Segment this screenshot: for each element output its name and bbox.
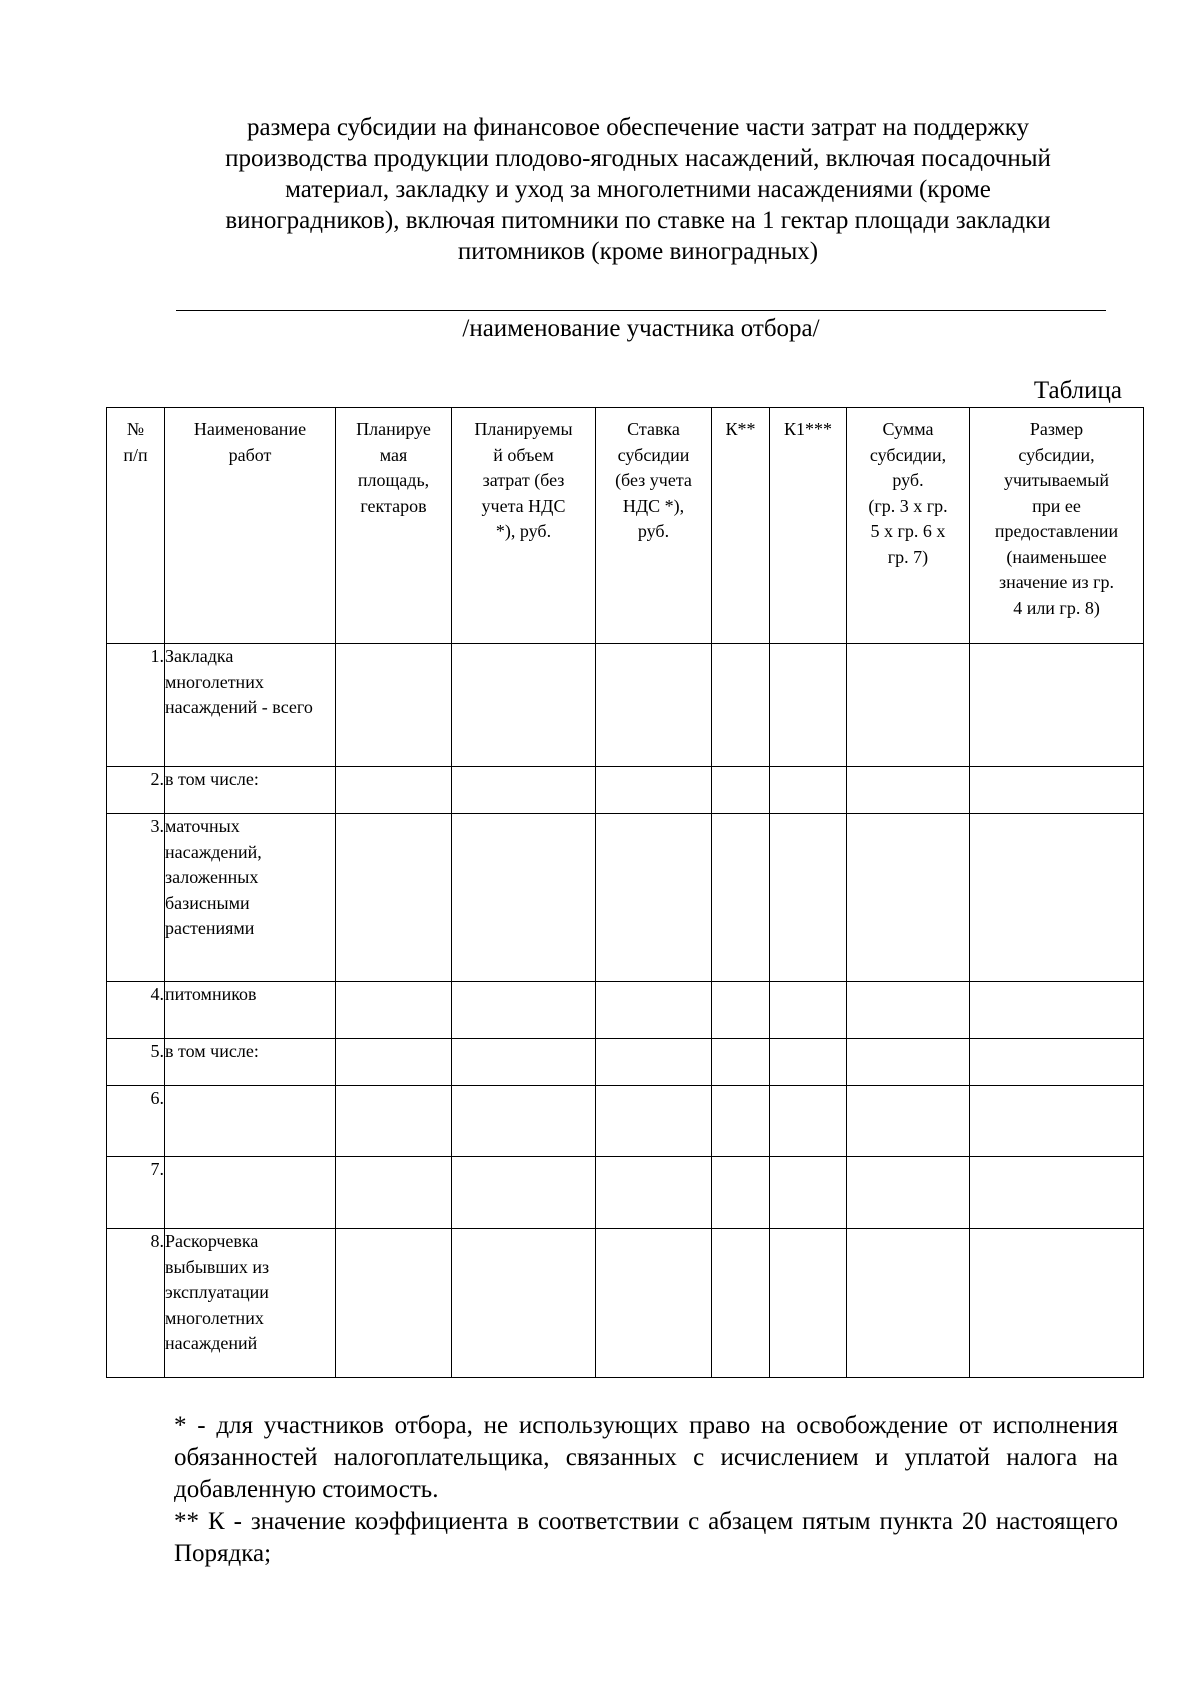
heading-line: виноградников), включая питомники по ставке на 1 гектар площади закладки	[225, 207, 1051, 234]
table-cell	[770, 644, 847, 767]
table-cell	[452, 982, 596, 1039]
table-cell	[452, 1157, 596, 1229]
table-cell	[452, 644, 596, 767]
table-cell	[336, 644, 452, 767]
footnote-vat: * - для участников отбора, не использующих право на освобождение от исполнения обязанностей налогоплательщика, связанных с исчислением и уплатой налога на добавленную стоимость.	[174, 1412, 1118, 1503]
table-cell	[452, 1086, 596, 1157]
header-cell-subsidy-size: Размер субсидии, учитываемый при ее предоставлении (наименьшее значение из гр. 4 или гр. 8)	[970, 408, 1144, 644]
row-work-name	[165, 1086, 336, 1157]
table-cell	[770, 982, 847, 1039]
heading-line: материал, закладку и уход за многолетними насаждениями (кроме	[285, 176, 991, 203]
footnote-k: ** К - значение коэффициента в соответствии с абзацем пятым пункта 20 настоящего Порядка;	[174, 1508, 1118, 1567]
table-cell	[336, 1157, 452, 1229]
table-cell	[712, 982, 770, 1039]
header-cell-area: Планируе мая площадь, гектаров	[336, 408, 452, 644]
table-cell	[770, 767, 847, 814]
header-cell-number: № п/п	[107, 408, 165, 644]
table-cell	[452, 814, 596, 982]
row-number: 5.	[107, 1039, 165, 1086]
table-cell	[712, 1157, 770, 1229]
heading-line: производства продукции плодово-ягодных насаждений, включая посадочный	[225, 145, 1051, 172]
table-cell	[847, 1039, 970, 1086]
table-row	[107, 982, 1144, 1039]
table-cell	[770, 1229, 847, 1378]
footnotes	[174, 1410, 1118, 1570]
table-row	[107, 767, 1144, 814]
header-cell-costs: Планируемы й объем затрат (без учета НДС *), руб.	[452, 408, 596, 644]
table-cell	[596, 644, 712, 767]
table-cell	[596, 1086, 712, 1157]
table-cell	[970, 1086, 1144, 1157]
table-cell	[596, 1039, 712, 1086]
table-cell	[770, 814, 847, 982]
table-cell	[596, 1157, 712, 1229]
table-cell	[847, 644, 970, 767]
table-cell	[970, 814, 1144, 982]
table-cell	[847, 1229, 970, 1378]
table-cell	[452, 767, 596, 814]
participant-name-line	[176, 310, 1106, 311]
row-work-name	[165, 1157, 336, 1229]
table-cell	[336, 814, 452, 982]
row-number: 4.	[107, 982, 165, 1039]
table-cell	[770, 1157, 847, 1229]
table-cell	[712, 1086, 770, 1157]
heading-line: размера субсидии на финансовое обеспечение части затрат на поддержку	[246, 114, 1030, 141]
table-cell	[770, 1039, 847, 1086]
row-work-name: в том числе:	[165, 1039, 336, 1086]
header-cell-work-name: Наименование работ	[165, 408, 336, 644]
row-work-name: Закладка многолетних насаждений - всего	[165, 644, 336, 767]
table-cell	[970, 644, 1144, 767]
table-cell	[847, 1157, 970, 1229]
table-label: Таблица	[1033, 377, 1122, 404]
table-cell	[452, 1039, 596, 1086]
table-cell	[847, 814, 970, 982]
table-row	[107, 814, 1144, 982]
table-cell	[336, 1086, 452, 1157]
row-work-name: в том числе:	[165, 767, 336, 814]
table-cell	[970, 1229, 1144, 1378]
table-row	[107, 1157, 1144, 1229]
table-cell	[596, 814, 712, 982]
table-row	[107, 1229, 1144, 1378]
table-cell	[770, 1086, 847, 1157]
table-cell	[970, 1039, 1144, 1086]
table-cell	[847, 767, 970, 814]
subsidy-table	[106, 407, 1144, 1378]
table-cell	[336, 1229, 452, 1378]
row-number: 7.	[107, 1157, 165, 1229]
table-cell	[712, 814, 770, 982]
header-cell-k1: К1***	[770, 408, 847, 644]
table-cell	[970, 982, 1144, 1039]
table-cell	[596, 1229, 712, 1378]
heading-line: питомников (кроме виноградных)	[457, 238, 819, 265]
row-work-name: маточных насаждений, заложенных базисными растениями	[165, 814, 336, 982]
participant-name-caption: /наименование участника отбора/	[462, 315, 820, 342]
table-cell	[847, 1086, 970, 1157]
table-cell	[452, 1229, 596, 1378]
document-heading	[168, 112, 1108, 267]
row-work-name: питомников	[165, 982, 336, 1039]
header-cell-rate: Ставка субсидии (без учета НДС *), руб.	[596, 408, 712, 644]
table-cell	[712, 767, 770, 814]
row-work-name: Раскорчевка выбывших из эксплуатации многолетних насаждений	[165, 1229, 336, 1378]
table-cell	[336, 1039, 452, 1086]
table-cell	[336, 982, 452, 1039]
header-cell-subsidy-sum: Сумма субсидии, руб. (гр. 3 х гр. 5 х гр. 6 х гр. 7)	[847, 408, 970, 644]
header-cell-k: К**	[712, 408, 770, 644]
row-number: 3.	[107, 814, 165, 982]
table-cell	[712, 644, 770, 767]
row-number: 6.	[107, 1086, 165, 1157]
row-number: 8.	[107, 1229, 165, 1378]
table-row	[107, 1086, 1144, 1157]
table-row	[107, 1039, 1144, 1086]
table-cell	[847, 982, 970, 1039]
table-cell	[970, 1157, 1144, 1229]
table-cell	[712, 1229, 770, 1378]
table-row	[107, 644, 1144, 767]
table-cell	[596, 767, 712, 814]
table-header-row	[107, 408, 1144, 644]
table-cell	[336, 767, 452, 814]
table-cell	[596, 982, 712, 1039]
table-cell	[970, 767, 1144, 814]
row-number: 2.	[107, 767, 165, 814]
row-number: 1.	[107, 644, 165, 767]
table-cell	[712, 1039, 770, 1086]
